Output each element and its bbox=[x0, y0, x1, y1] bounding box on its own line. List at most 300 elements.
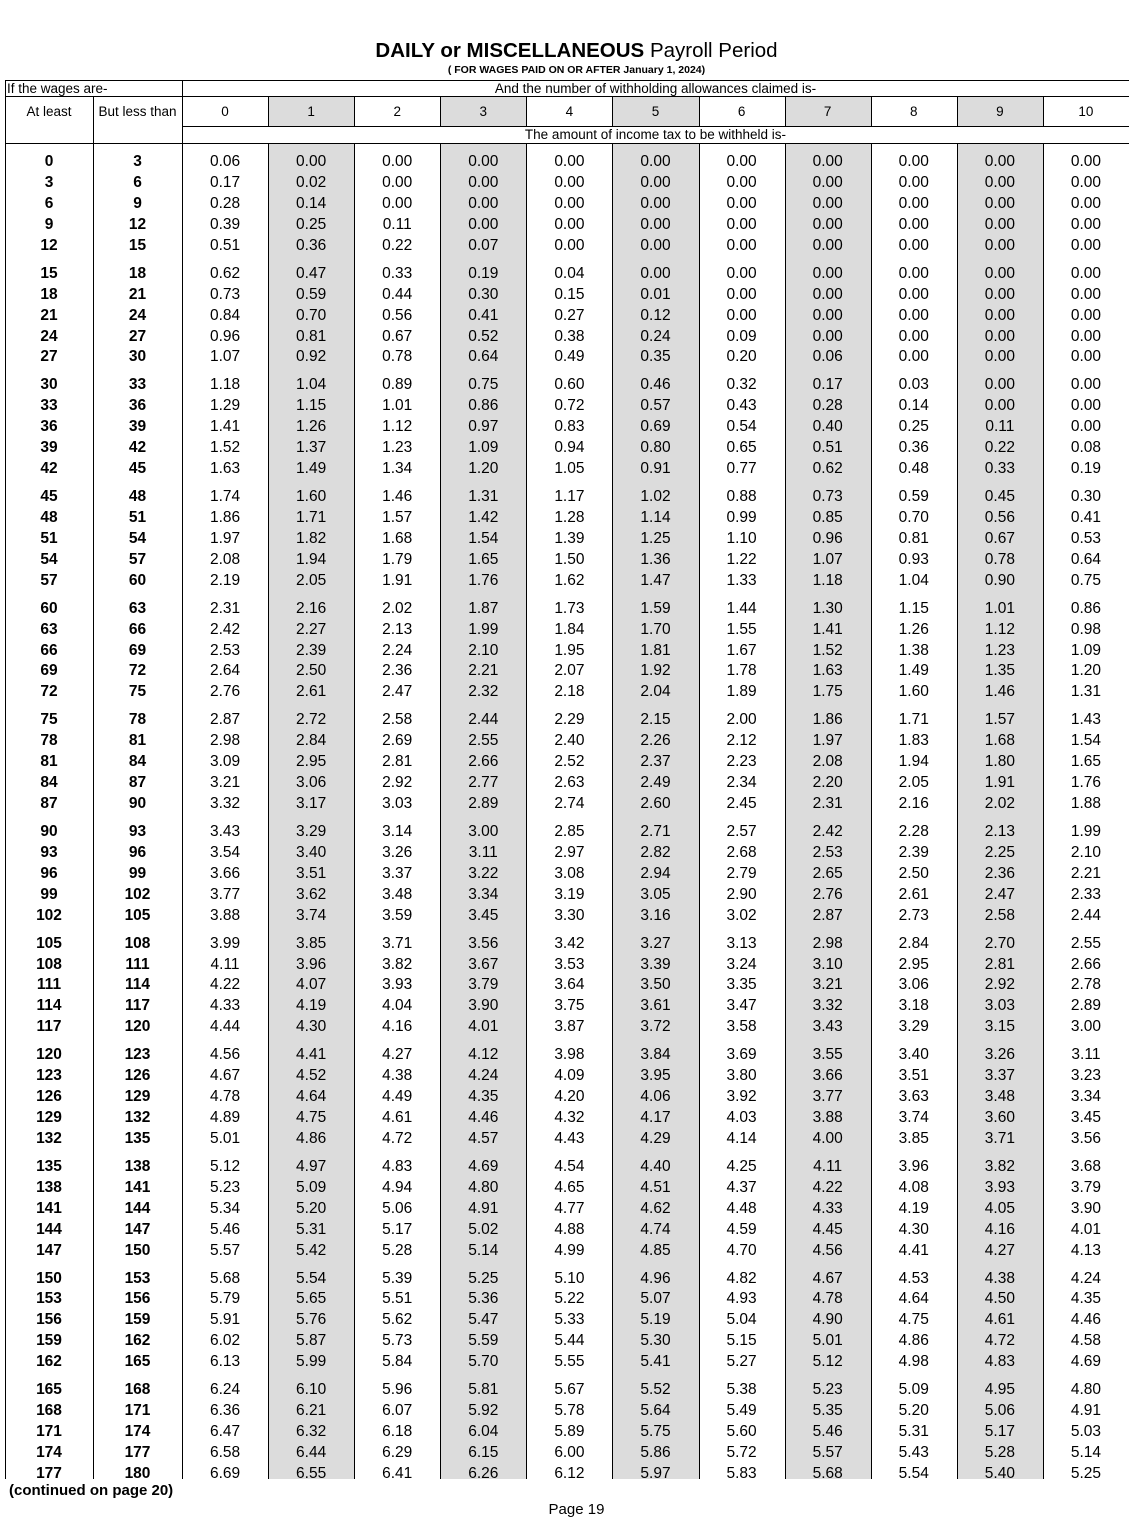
withholding-amount: 5.04 bbox=[726, 1311, 757, 1329]
withholding-amount: 2.39 bbox=[898, 843, 929, 861]
table-row bbox=[5, 1157, 1129, 1177]
withholding-amount: 3.16 bbox=[640, 906, 671, 924]
withholding-amount: 5.25 bbox=[468, 1269, 499, 1287]
wage-less-than: 36 bbox=[128, 397, 147, 415]
withholding-amount: 0.00 bbox=[812, 173, 843, 191]
withholding-amount: 0.36 bbox=[296, 236, 327, 254]
withholding-amount: 3.79 bbox=[468, 976, 499, 994]
withholding-amount: 4.53 bbox=[898, 1269, 929, 1287]
withholding-amount: 0.00 bbox=[898, 264, 929, 282]
withholding-amount: 2.53 bbox=[812, 843, 843, 861]
wage-less-than: 168 bbox=[124, 1381, 151, 1399]
wage-less-than: 177 bbox=[124, 1444, 151, 1461]
withholding-amount: 5.44 bbox=[554, 1332, 585, 1350]
table-row bbox=[5, 173, 1129, 193]
withholding-amount: 1.89 bbox=[726, 683, 757, 701]
withholding-amount: 3.32 bbox=[209, 795, 241, 813]
withholding-amount: 5.06 bbox=[382, 1199, 413, 1217]
withholding-amount: 0.70 bbox=[898, 508, 929, 526]
wage-less-than: 135 bbox=[124, 1130, 151, 1147]
withholding-amount: 1.70 bbox=[640, 620, 671, 638]
withholding-amount: 4.05 bbox=[984, 1199, 1015, 1217]
withholding-amount: 1.31 bbox=[1070, 683, 1102, 701]
withholding-amount: 2.64 bbox=[209, 662, 241, 680]
wage-at-least: 18 bbox=[40, 285, 58, 303]
withholding-amount: 3.26 bbox=[382, 843, 413, 861]
withholding-amount: 3.22 bbox=[468, 864, 499, 882]
withholding-amount: 2.50 bbox=[296, 662, 327, 680]
withholding-amount: 5.51 bbox=[382, 1290, 413, 1308]
withholding-amount: 3.27 bbox=[640, 934, 671, 952]
table-row bbox=[5, 236, 1129, 256]
withholding-amount: 2.34 bbox=[726, 774, 757, 792]
withholding-amount: 0.00 bbox=[984, 264, 1015, 282]
withholding-amount: 0.00 bbox=[1070, 215, 1102, 233]
withholding-amount: 0.59 bbox=[296, 285, 327, 303]
wage-less-than: 159 bbox=[124, 1311, 151, 1329]
table-row bbox=[5, 264, 1129, 284]
withholding-amount: 3.75 bbox=[554, 997, 585, 1015]
wage-less-than: 66 bbox=[128, 620, 147, 638]
withholding-amount: 2.31 bbox=[209, 599, 241, 617]
withholding-amount: 0.00 bbox=[726, 264, 757, 282]
withholding-amount: 0.98 bbox=[1070, 620, 1102, 638]
withholding-amount: 1.78 bbox=[726, 662, 757, 680]
withholding-amount: 1.37 bbox=[296, 439, 327, 457]
wage-less-than: 165 bbox=[124, 1353, 151, 1371]
withholding-amount: 4.41 bbox=[296, 1046, 327, 1064]
withholding-amount: 0.27 bbox=[554, 306, 585, 324]
wage-at-least: 135 bbox=[36, 1157, 62, 1175]
withholding-amount: 0.33 bbox=[984, 460, 1015, 478]
withholding-amount: 1.07 bbox=[209, 348, 241, 366]
withholding-amount: 3.71 bbox=[984, 1130, 1015, 1147]
withholding-amount: 3.77 bbox=[209, 885, 241, 903]
table-row bbox=[5, 550, 1129, 570]
wage-at-least: 39 bbox=[40, 439, 58, 457]
allowance-column-header: 8 bbox=[910, 104, 918, 119]
table-row bbox=[5, 459, 1129, 479]
wage-less-than: 108 bbox=[124, 934, 151, 952]
wage-at-least: 6 bbox=[44, 194, 54, 212]
wage-at-least: 87 bbox=[40, 795, 58, 813]
withholding-amount: 2.73 bbox=[898, 906, 929, 924]
withholding-amount: 4.46 bbox=[468, 1109, 499, 1127]
withholding-amount: 4.20 bbox=[554, 1088, 585, 1106]
withholding-amount: 4.01 bbox=[468, 1018, 499, 1036]
withholding-amount: 1.57 bbox=[984, 711, 1015, 729]
withholding-amount: 1.54 bbox=[1070, 732, 1102, 750]
withholding-amount: 1.04 bbox=[296, 376, 327, 394]
table-row bbox=[5, 215, 1129, 235]
withholding-amount: 5.14 bbox=[1070, 1444, 1102, 1461]
withholding-amount: 1.25 bbox=[640, 529, 671, 547]
withholding-amount: 4.25 bbox=[726, 1157, 757, 1175]
withholding-amount: 0.17 bbox=[209, 173, 241, 191]
table-row bbox=[5, 955, 1129, 975]
withholding-amount: 4.61 bbox=[984, 1311, 1015, 1329]
withholding-amount: 0.67 bbox=[984, 529, 1015, 547]
withholding-amount: 3.85 bbox=[296, 934, 327, 952]
withholding-amount: 1.80 bbox=[984, 753, 1015, 771]
withholding-amount: 0.67 bbox=[382, 327, 413, 345]
withholding-amount: 5.17 bbox=[984, 1423, 1015, 1441]
withholding-amount: 4.22 bbox=[812, 1178, 843, 1196]
withholding-amount: 3.23 bbox=[1070, 1067, 1102, 1085]
withholding-amount: 0.00 bbox=[1070, 153, 1102, 170]
withholding-amount: 1.73 bbox=[554, 599, 585, 617]
withholding-amount: 6.13 bbox=[209, 1353, 241, 1371]
withholding-amount: 0.00 bbox=[640, 173, 671, 191]
withholding-amount: 5.42 bbox=[296, 1241, 327, 1259]
withholding-amount: 0.00 bbox=[1070, 173, 1102, 191]
withholding-amount: 3.37 bbox=[382, 864, 413, 882]
withholding-amount: 1.26 bbox=[296, 418, 327, 436]
withholding-amount: 2.77 bbox=[468, 774, 499, 792]
withholding-amount: 2.82 bbox=[640, 843, 671, 861]
withholding-amount: 1.94 bbox=[296, 550, 327, 568]
withholding-amount: 2.89 bbox=[1070, 997, 1102, 1015]
withholding-amount: 1.22 bbox=[726, 550, 757, 568]
withholding-amount: 0.00 bbox=[554, 215, 585, 233]
wage-at-least: 120 bbox=[36, 1046, 62, 1064]
withholding-amount: 0.00 bbox=[898, 306, 929, 324]
withholding-amount: 0.28 bbox=[209, 194, 241, 212]
withholding-amount: 2.85 bbox=[554, 822, 585, 840]
withholding-amount: 5.60 bbox=[726, 1423, 757, 1441]
wage-at-least: 174 bbox=[36, 1444, 62, 1461]
withholding-amount: 2.42 bbox=[209, 620, 241, 638]
withholding-amount: 0.00 bbox=[984, 348, 1015, 366]
wage-at-least: 48 bbox=[40, 508, 58, 526]
withholding-amount: 5.70 bbox=[468, 1353, 499, 1371]
withholding-amount: 3.03 bbox=[382, 795, 413, 813]
withholding-amount: 4.46 bbox=[1070, 1311, 1102, 1329]
wage-less-than: 117 bbox=[124, 997, 150, 1015]
wage-less-than: 84 bbox=[128, 753, 147, 771]
withholding-amount: 1.97 bbox=[209, 529, 241, 547]
withholding-amount: 4.04 bbox=[382, 997, 413, 1015]
withholding-amount: 2.18 bbox=[554, 683, 585, 701]
withholding-amount: 1.30 bbox=[812, 599, 843, 617]
withholding-amount: 5.73 bbox=[382, 1332, 413, 1350]
withholding-amount: 2.50 bbox=[898, 864, 929, 882]
withholding-amount: 2.24 bbox=[382, 641, 413, 659]
withholding-amount: 0.00 bbox=[468, 153, 499, 170]
wage-less-than: 162 bbox=[124, 1332, 151, 1350]
allowance-column-header: 5 bbox=[651, 104, 660, 119]
withholding-amount: 4.06 bbox=[640, 1088, 671, 1106]
withholding-amount: 0.00 bbox=[640, 236, 671, 254]
at-least-header: At least bbox=[26, 104, 72, 119]
withholding-amount: 5.30 bbox=[640, 1332, 671, 1350]
withholding-amount: 3.47 bbox=[726, 997, 757, 1015]
withholding-amount: 4.83 bbox=[984, 1353, 1015, 1371]
withholding-amount: 1.99 bbox=[468, 620, 499, 638]
withholding-amount: 4.33 bbox=[209, 997, 241, 1015]
withholding-amount: 4.64 bbox=[296, 1088, 327, 1106]
wage-less-than: 180 bbox=[124, 1464, 151, 1482]
withholding-amount: 0.64 bbox=[1070, 550, 1102, 568]
withholding-amount: 2.15 bbox=[640, 711, 671, 729]
withholding-amount: 3.68 bbox=[1070, 1157, 1102, 1175]
withholding-amount: 3.93 bbox=[984, 1178, 1015, 1196]
withholding-amount: 2.55 bbox=[1070, 934, 1102, 952]
withholding-amount: 1.28 bbox=[554, 508, 585, 526]
withholding-amount: 2.79 bbox=[726, 864, 757, 882]
withholding-amount: 5.12 bbox=[209, 1157, 241, 1175]
withholding-amount: 2.84 bbox=[898, 934, 929, 952]
withholding-amount: 5.96 bbox=[382, 1381, 413, 1399]
withholding-amount: 0.00 bbox=[382, 173, 413, 191]
withholding-amount: 2.13 bbox=[984, 822, 1015, 840]
wage-at-least: 63 bbox=[40, 620, 58, 638]
withholding-amount: 1.91 bbox=[984, 774, 1015, 792]
withholding-amount: 4.11 bbox=[813, 1157, 843, 1175]
withholding-amount: 3.54 bbox=[209, 843, 241, 861]
table-row bbox=[5, 996, 1129, 1016]
withholding-amount: 0.75 bbox=[468, 376, 499, 394]
wage-less-than: 81 bbox=[128, 732, 147, 750]
withholding-amount: 0.22 bbox=[382, 236, 413, 254]
withholding-amount: 4.82 bbox=[726, 1269, 757, 1287]
withholding-amount: 4.19 bbox=[898, 1199, 929, 1217]
withholding-amount: 4.57 bbox=[468, 1130, 499, 1147]
wage-at-least: 51 bbox=[40, 529, 58, 547]
wage-less-than: 27 bbox=[128, 327, 147, 345]
withholding-amount: 4.61 bbox=[382, 1109, 413, 1127]
table-row bbox=[5, 1066, 1129, 1086]
wage-at-least: 12 bbox=[40, 236, 58, 254]
withholding-amount: 6.29 bbox=[382, 1444, 413, 1461]
withholding-amount: 2.23 bbox=[726, 753, 757, 771]
withholding-amount: 2.95 bbox=[898, 955, 929, 973]
withholding-amount: 3.00 bbox=[468, 822, 499, 840]
withholding-amount: 1.18 bbox=[812, 571, 843, 589]
withholding-amount: 4.43 bbox=[554, 1130, 585, 1147]
withholding-amount: 2.02 bbox=[382, 599, 413, 617]
table-row bbox=[5, 1220, 1129, 1240]
withholding-amount: 0.51 bbox=[812, 439, 843, 457]
withholding-amount: 4.90 bbox=[812, 1311, 843, 1329]
wage-less-than: 39 bbox=[128, 418, 147, 436]
withholding-amount: 5.47 bbox=[468, 1311, 499, 1329]
withholding-amount: 2.78 bbox=[1070, 976, 1102, 994]
withholding-amount: 2.04 bbox=[640, 683, 671, 701]
withholding-amount: 1.12 bbox=[382, 418, 413, 436]
withholding-amount: 3.35 bbox=[726, 976, 757, 994]
withholding-amount: 5.39 bbox=[382, 1269, 413, 1287]
withholding-amount: 2.37 bbox=[640, 753, 671, 771]
withholding-amount: 1.79 bbox=[382, 550, 413, 568]
withholding-amount: 0.00 bbox=[726, 285, 757, 303]
wage-less-than: 90 bbox=[128, 795, 147, 813]
withholding-amount: 1.10 bbox=[726, 529, 757, 547]
withholding-amount: 1.55 bbox=[726, 620, 757, 638]
withholding-amount: 0.62 bbox=[209, 264, 241, 282]
withholding-amount: 0.00 bbox=[898, 215, 929, 233]
withholding-amount: 2.21 bbox=[1070, 864, 1102, 882]
withholding-amount: 4.30 bbox=[296, 1018, 327, 1036]
withholding-amount: 2.60 bbox=[640, 795, 671, 813]
wage-at-least: 66 bbox=[40, 641, 58, 659]
withholding-amount: 3.93 bbox=[382, 976, 413, 994]
withholding-amount: 4.50 bbox=[984, 1290, 1015, 1308]
withholding-amount: 1.81 bbox=[640, 641, 671, 659]
withholding-amount: 5.97 bbox=[640, 1464, 671, 1482]
withholding-amount: 5.41 bbox=[640, 1353, 671, 1371]
amount-withheld-header: The amount of income tax to be withheld is- bbox=[524, 127, 787, 142]
withholding-amount: 0.80 bbox=[640, 439, 671, 457]
withholding-amount: 2.89 bbox=[468, 795, 499, 813]
withholding-amount: 1.68 bbox=[382, 529, 413, 547]
withholding-amount: 1.99 bbox=[1070, 822, 1102, 840]
withholding-amount: 0.00 bbox=[726, 215, 757, 233]
wage-at-least: 96 bbox=[40, 864, 58, 882]
withholding-amount: 3.17 bbox=[296, 795, 327, 813]
withholding-amount: 1.84 bbox=[554, 620, 585, 638]
wage-less-than: 51 bbox=[128, 508, 147, 526]
wage-less-than: 57 bbox=[128, 550, 147, 568]
withholding-amount: 3.56 bbox=[1070, 1130, 1102, 1147]
withholding-amount: 4.70 bbox=[726, 1241, 757, 1259]
withholding-amount: 5.54 bbox=[296, 1269, 327, 1287]
withholding-amount: 2.97 bbox=[554, 843, 585, 861]
withholding-amount: 3.14 bbox=[382, 822, 413, 840]
wage-less-than: 12 bbox=[128, 215, 147, 233]
withholding-amount: 4.97 bbox=[296, 1157, 327, 1175]
withholding-amount: 4.32 bbox=[554, 1109, 585, 1127]
withholding-amount: 1.17 bbox=[554, 487, 585, 505]
withholding-amount: 2.39 bbox=[296, 641, 327, 659]
table-row bbox=[5, 152, 1129, 172]
withholding-amount: 1.92 bbox=[640, 662, 671, 680]
withholding-amount: 0.44 bbox=[382, 285, 413, 303]
withholding-amount: 2.08 bbox=[209, 550, 241, 568]
withholding-amount: 1.87 bbox=[468, 599, 499, 617]
table-row bbox=[5, 375, 1129, 395]
wage-at-least: 105 bbox=[36, 934, 62, 952]
withholding-amount: 0.33 bbox=[382, 264, 413, 282]
withholding-amount: 0.00 bbox=[640, 194, 671, 212]
withholding-amount: 0.73 bbox=[209, 285, 241, 303]
withholding-amount: 2.13 bbox=[382, 620, 413, 638]
withholding-amount: 0.00 bbox=[468, 173, 499, 191]
withholding-amount: 0.39 bbox=[209, 215, 241, 233]
table-row bbox=[5, 1310, 1129, 1330]
withholding-amount: 4.54 bbox=[554, 1157, 585, 1175]
withholding-amount: 2.98 bbox=[812, 934, 843, 952]
header-rule bbox=[5, 143, 1129, 144]
table-row bbox=[5, 843, 1129, 863]
withholding-amount: 2.58 bbox=[984, 906, 1015, 924]
withholding-amount: 0.11 bbox=[985, 418, 1015, 436]
withholding-amount: 3.13 bbox=[726, 934, 757, 952]
withholding-amount: 1.74 bbox=[209, 487, 241, 505]
page-number: Page 19 bbox=[548, 1501, 605, 1518]
withholding-amount: 2.90 bbox=[726, 885, 757, 903]
withholding-amount: 0.15 bbox=[554, 285, 585, 303]
withholding-amount: 0.41 bbox=[468, 306, 499, 324]
table-row bbox=[5, 641, 1129, 661]
withholding-amount: 4.86 bbox=[898, 1332, 929, 1350]
withholding-amount: 4.56 bbox=[209, 1046, 241, 1064]
withholding-amount: 5.83 bbox=[726, 1464, 757, 1482]
withholding-amount: 2.70 bbox=[984, 934, 1015, 952]
withholding-amount: 3.08 bbox=[554, 864, 585, 882]
withholding-amount: 5.57 bbox=[812, 1444, 843, 1461]
withholding-amount: 1.23 bbox=[984, 641, 1015, 659]
withholding-amount: 5.81 bbox=[468, 1381, 499, 1399]
withholding-amount: 0.01 bbox=[640, 285, 671, 303]
wage-at-least: 15 bbox=[40, 264, 58, 282]
table-row bbox=[5, 1017, 1129, 1037]
withholding-amount: 4.03 bbox=[726, 1109, 757, 1127]
withholding-amount: 2.19 bbox=[209, 571, 241, 589]
withholding-amount: 0.19 bbox=[468, 264, 499, 282]
withholding-amount: 0.00 bbox=[812, 306, 843, 324]
withholding-amount: 4.35 bbox=[1070, 1290, 1102, 1308]
table-row bbox=[5, 1422, 1129, 1442]
withholding-amount: 1.71 bbox=[898, 711, 929, 729]
but-less-than-header: But less than bbox=[98, 104, 177, 119]
withholding-amount: 0.08 bbox=[1070, 439, 1102, 457]
withholding-amount: 1.07 bbox=[812, 550, 843, 568]
title-block bbox=[0, 38, 1129, 77]
withholding-amount: 0.70 bbox=[296, 306, 327, 324]
withholding-amount: 2.61 bbox=[296, 683, 327, 701]
wage-at-least: 90 bbox=[40, 822, 58, 840]
withholding-amount: 0.77 bbox=[726, 460, 757, 478]
wage-less-than: 33 bbox=[128, 376, 147, 394]
wage-less-than: 21 bbox=[128, 285, 147, 303]
wage-at-least: 75 bbox=[40, 711, 58, 729]
withholding-amount: 1.54 bbox=[468, 529, 499, 547]
table-row bbox=[5, 1443, 1129, 1463]
withholding-amount: 0.30 bbox=[1070, 487, 1102, 505]
withholding-amount: 5.36 bbox=[468, 1290, 499, 1308]
withholding-amount: 6.44 bbox=[296, 1444, 327, 1461]
wage-at-least: 36 bbox=[40, 418, 58, 436]
withholding-amount: 5.06 bbox=[984, 1402, 1015, 1420]
withholding-amount: 0.00 bbox=[1070, 418, 1102, 436]
withholding-amount: 0.46 bbox=[640, 376, 671, 394]
wage-at-least: 9 bbox=[44, 215, 54, 233]
withholding-amount: 5.91 bbox=[209, 1311, 241, 1329]
wage-at-least: 177 bbox=[36, 1464, 62, 1482]
withholding-amount: 4.08 bbox=[898, 1178, 929, 1196]
withholding-amount: 4.78 bbox=[209, 1088, 241, 1106]
allowance-column-header: 10 bbox=[1078, 104, 1094, 119]
withholding-amount: 4.89 bbox=[209, 1109, 241, 1127]
wage-at-least: 27 bbox=[40, 348, 58, 366]
withholding-amount: 0.99 bbox=[726, 508, 757, 526]
withholding-amount: 0.00 bbox=[554, 153, 585, 170]
withholding-amount: 3.21 bbox=[812, 976, 843, 994]
withholding-amount: 3.88 bbox=[209, 906, 241, 924]
withholding-amount: 4.91 bbox=[1070, 1402, 1102, 1420]
withholding-amount: 0.00 bbox=[812, 285, 843, 303]
withholding-amount: 0.00 bbox=[640, 264, 671, 282]
table-row bbox=[5, 906, 1129, 926]
withholding-amount: 2.05 bbox=[296, 571, 327, 589]
withholding-amount: 3.43 bbox=[209, 822, 241, 840]
withholding-amount: 5.09 bbox=[296, 1178, 327, 1196]
withholding-amount: 3.72 bbox=[640, 1018, 671, 1036]
allowance-column-header: 4 bbox=[565, 104, 574, 119]
withholding-amount: 3.82 bbox=[382, 955, 413, 973]
withholding-amount: 4.14 bbox=[726, 1130, 757, 1147]
